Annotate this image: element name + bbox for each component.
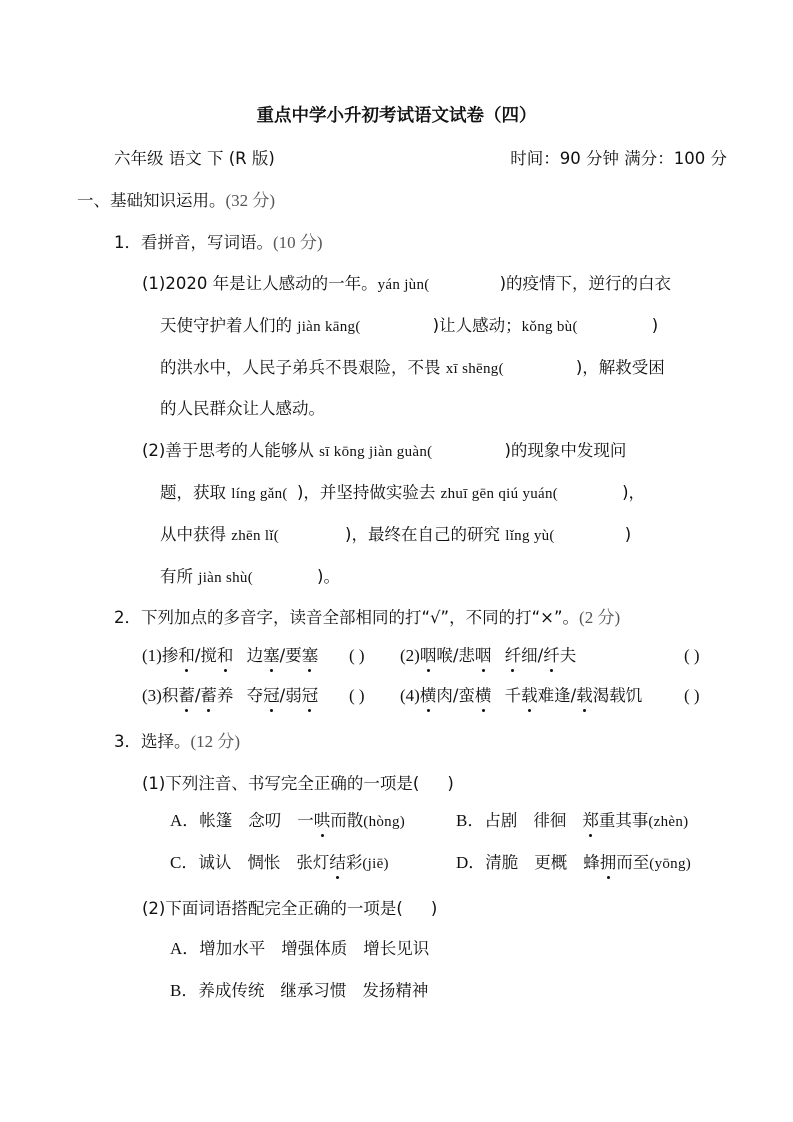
text: )，并坚持做实验去: [291, 483, 441, 502]
text: )。: [317, 567, 340, 586]
pinyin: yán jùn(: [377, 277, 430, 293]
text: 有所: [160, 567, 199, 586]
option-letter: C．: [170, 853, 199, 872]
word: 念叨: [248, 811, 282, 830]
option-letter: B．: [170, 981, 199, 1000]
q1-part2-line4: [160, 566, 340, 589]
word: 更概: [534, 853, 568, 872]
q2-item-2: [400, 645, 576, 667]
q3-sub1-option-c[interactable]: [170, 852, 389, 875]
word: 徘徊: [533, 811, 567, 830]
pinyin: (hòng): [363, 814, 406, 830]
answer-paren[interactable]: ( ): [349, 686, 365, 705]
pinyin: líng gǎn(: [231, 486, 288, 502]
dotted-char: 咽: [474, 646, 492, 665]
q1-part1-line4: 的人民群众让人感动。: [160, 399, 325, 418]
q2-item-4: [400, 685, 642, 707]
answer-paren[interactable]: ( ): [349, 646, 365, 665]
question-score: (12 分): [190, 732, 241, 751]
item-label: (1): [142, 646, 162, 665]
pinyin: kǒng bù(: [521, 319, 578, 335]
q3-sub1-option-b[interactable]: [456, 810, 688, 833]
word: 养成传统: [198, 981, 265, 1000]
text: (1)下列注音、书写完全正确的一项是(: [142, 774, 420, 793]
pinyin: (yōng): [649, 856, 692, 872]
pinyin: sī kōng jiàn guàn(: [319, 444, 433, 460]
text: 天使守护着人们的: [160, 316, 298, 335]
option-letter: B．: [456, 811, 485, 830]
text: 夺: [246, 686, 264, 705]
dotted-char: 和: [178, 646, 195, 665]
text: 彩: [345, 853, 363, 872]
text: 蜂: [583, 853, 600, 872]
dotted-char: 横: [474, 686, 492, 705]
dotted-char: 蓄: [200, 686, 217, 705]
q2-item-3: [142, 685, 318, 707]
section-title: 一、基础知识运用。: [77, 191, 226, 210]
dotted-char: 和: [216, 646, 234, 665]
text: )的现象中发现问: [504, 441, 627, 460]
text: 掺: [161, 646, 179, 665]
word: 发扬精神: [362, 981, 429, 1000]
word: 增长见识: [363, 939, 430, 958]
pinyin: (jiē): [362, 856, 389, 872]
dotted-char: 横: [419, 686, 437, 705]
dotted-char: 冠: [301, 686, 319, 705]
item-label: (4): [400, 686, 420, 705]
text: )让人感动；: [432, 316, 522, 335]
time-score-label: 时间：90 分钟 满分：100 分: [510, 149, 727, 168]
text: 养: [216, 686, 234, 705]
q2-item-1: [142, 645, 318, 667]
q1-part1-line1: [142, 273, 671, 296]
word: 帐篷: [199, 811, 233, 830]
text: /要: [279, 646, 302, 665]
text: ): [430, 899, 438, 918]
text: /搅: [194, 646, 217, 665]
text: /弱: [279, 686, 302, 705]
answer-paren[interactable]: ( ): [684, 646, 700, 665]
dotted-char: 结: [329, 853, 346, 872]
question-2-heading: [114, 607, 620, 629]
grade-subject-label: 六年级 语文 下 (R 版): [114, 149, 275, 168]
text: 题，获取: [160, 483, 232, 502]
page-title: 重点中学小升初考试语文试卷（四）: [256, 106, 537, 126]
dotted-char: 拥: [599, 853, 617, 872]
q1-part2-line2: [160, 482, 645, 505]
dotted-char: 塞: [301, 646, 319, 665]
q3-sub1-option-d[interactable]: [456, 852, 691, 875]
question-title: 1．看拼音，写词语。: [114, 233, 273, 252]
dotted-char: 郑: [582, 811, 599, 830]
text: 张灯: [296, 853, 330, 872]
text: 细/: [521, 646, 544, 665]
dotted-char: 冠: [263, 686, 280, 705]
question-score: (10 分): [273, 233, 323, 252]
word: 惆怅: [247, 853, 281, 872]
item-label: (2): [400, 646, 420, 665]
dotted-char: 纤: [543, 646, 560, 665]
text: 积: [161, 686, 179, 705]
question-title: 3．选择。: [114, 732, 191, 751]
text: (2)下面词语搭配完全正确的一项是(: [142, 899, 403, 918]
dotted-char: 纤: [504, 646, 522, 665]
question-score: (2 分): [579, 608, 621, 627]
text: 而至: [616, 853, 650, 872]
text: )，最终在自己的研究: [345, 525, 506, 544]
text: ): [651, 316, 659, 335]
text: )，: [622, 483, 646, 502]
pinyin: zhēn lǐ(: [231, 528, 280, 544]
q1-part1-line3: [160, 357, 665, 380]
text: 喉/悲: [436, 646, 475, 665]
word: 清脆: [485, 853, 519, 872]
dotted-char: 载: [521, 686, 538, 705]
answer-paren[interactable]: ( ): [684, 686, 700, 705]
text: 从中获得: [160, 525, 232, 544]
dotted-char: 载: [576, 686, 593, 705]
option-letter: A．: [170, 811, 200, 830]
text: )的疫情下，逆行的白衣: [499, 274, 672, 293]
dotted-char: 蓄: [178, 686, 195, 705]
text: 边: [246, 646, 264, 665]
pinyin: (zhèn): [648, 814, 689, 830]
text: 夫: [559, 646, 577, 665]
text: 千: [504, 686, 522, 705]
q1-part1-line2: [160, 315, 658, 338]
word: 增强体质: [281, 939, 348, 958]
pinyin: jiàn shù(: [198, 570, 254, 586]
question-title: 2．下列加点的多音字，读音全部相同的打“√”，不同的打“×”。: [114, 608, 580, 627]
section-score: (32 分): [225, 191, 276, 210]
section-heading: [77, 190, 275, 212]
text: 难逢/: [537, 686, 577, 705]
text: 渴载饥: [592, 686, 643, 705]
option-letter: A．: [170, 939, 200, 958]
text: ): [624, 525, 632, 544]
q3-sub2-question: [142, 898, 437, 920]
dotted-char: 塞: [263, 646, 280, 665]
text: 一: [297, 811, 314, 830]
word: 诚认: [198, 853, 232, 872]
pinyin: lǐng yù(: [505, 528, 555, 544]
pinyin: jiàn kāng(: [297, 319, 361, 335]
text: /: [194, 686, 201, 705]
text: (1)2020 年是让人感动的一年。: [142, 274, 378, 293]
text: )，解救受困: [575, 358, 665, 377]
q3-sub1-question: [142, 773, 454, 795]
text: 的洪水中，人民子弟兵不畏艰险，不畏: [160, 358, 446, 377]
word: 增加水平: [199, 939, 266, 958]
q1-part2-line1: [142, 440, 626, 463]
dotted-char: 咽: [419, 646, 437, 665]
word: 占剧: [484, 811, 518, 830]
q3-sub2-option-a[interactable]: [170, 938, 429, 960]
item-label: (3): [142, 686, 162, 705]
q3-sub2-option-b[interactable]: [170, 980, 428, 1002]
text: 而散: [330, 811, 364, 830]
option-letter: D．: [456, 853, 486, 872]
pinyin: zhuī gēn qiú yuán(: [440, 486, 559, 502]
text: (2)善于思考的人能够从: [142, 441, 320, 460]
q1-part2-line3: [160, 524, 631, 547]
text: ): [447, 774, 454, 793]
word: 继承习惯: [280, 981, 347, 1000]
text: 重其事: [598, 811, 649, 830]
q3-sub1-option-a[interactable]: [170, 810, 405, 833]
pinyin: xī shēng(: [445, 361, 504, 377]
dotted-char: 哄: [313, 811, 331, 830]
question-3-heading: [114, 731, 240, 753]
text: 肉/蛮: [436, 686, 475, 705]
question-1-heading: [114, 232, 323, 254]
